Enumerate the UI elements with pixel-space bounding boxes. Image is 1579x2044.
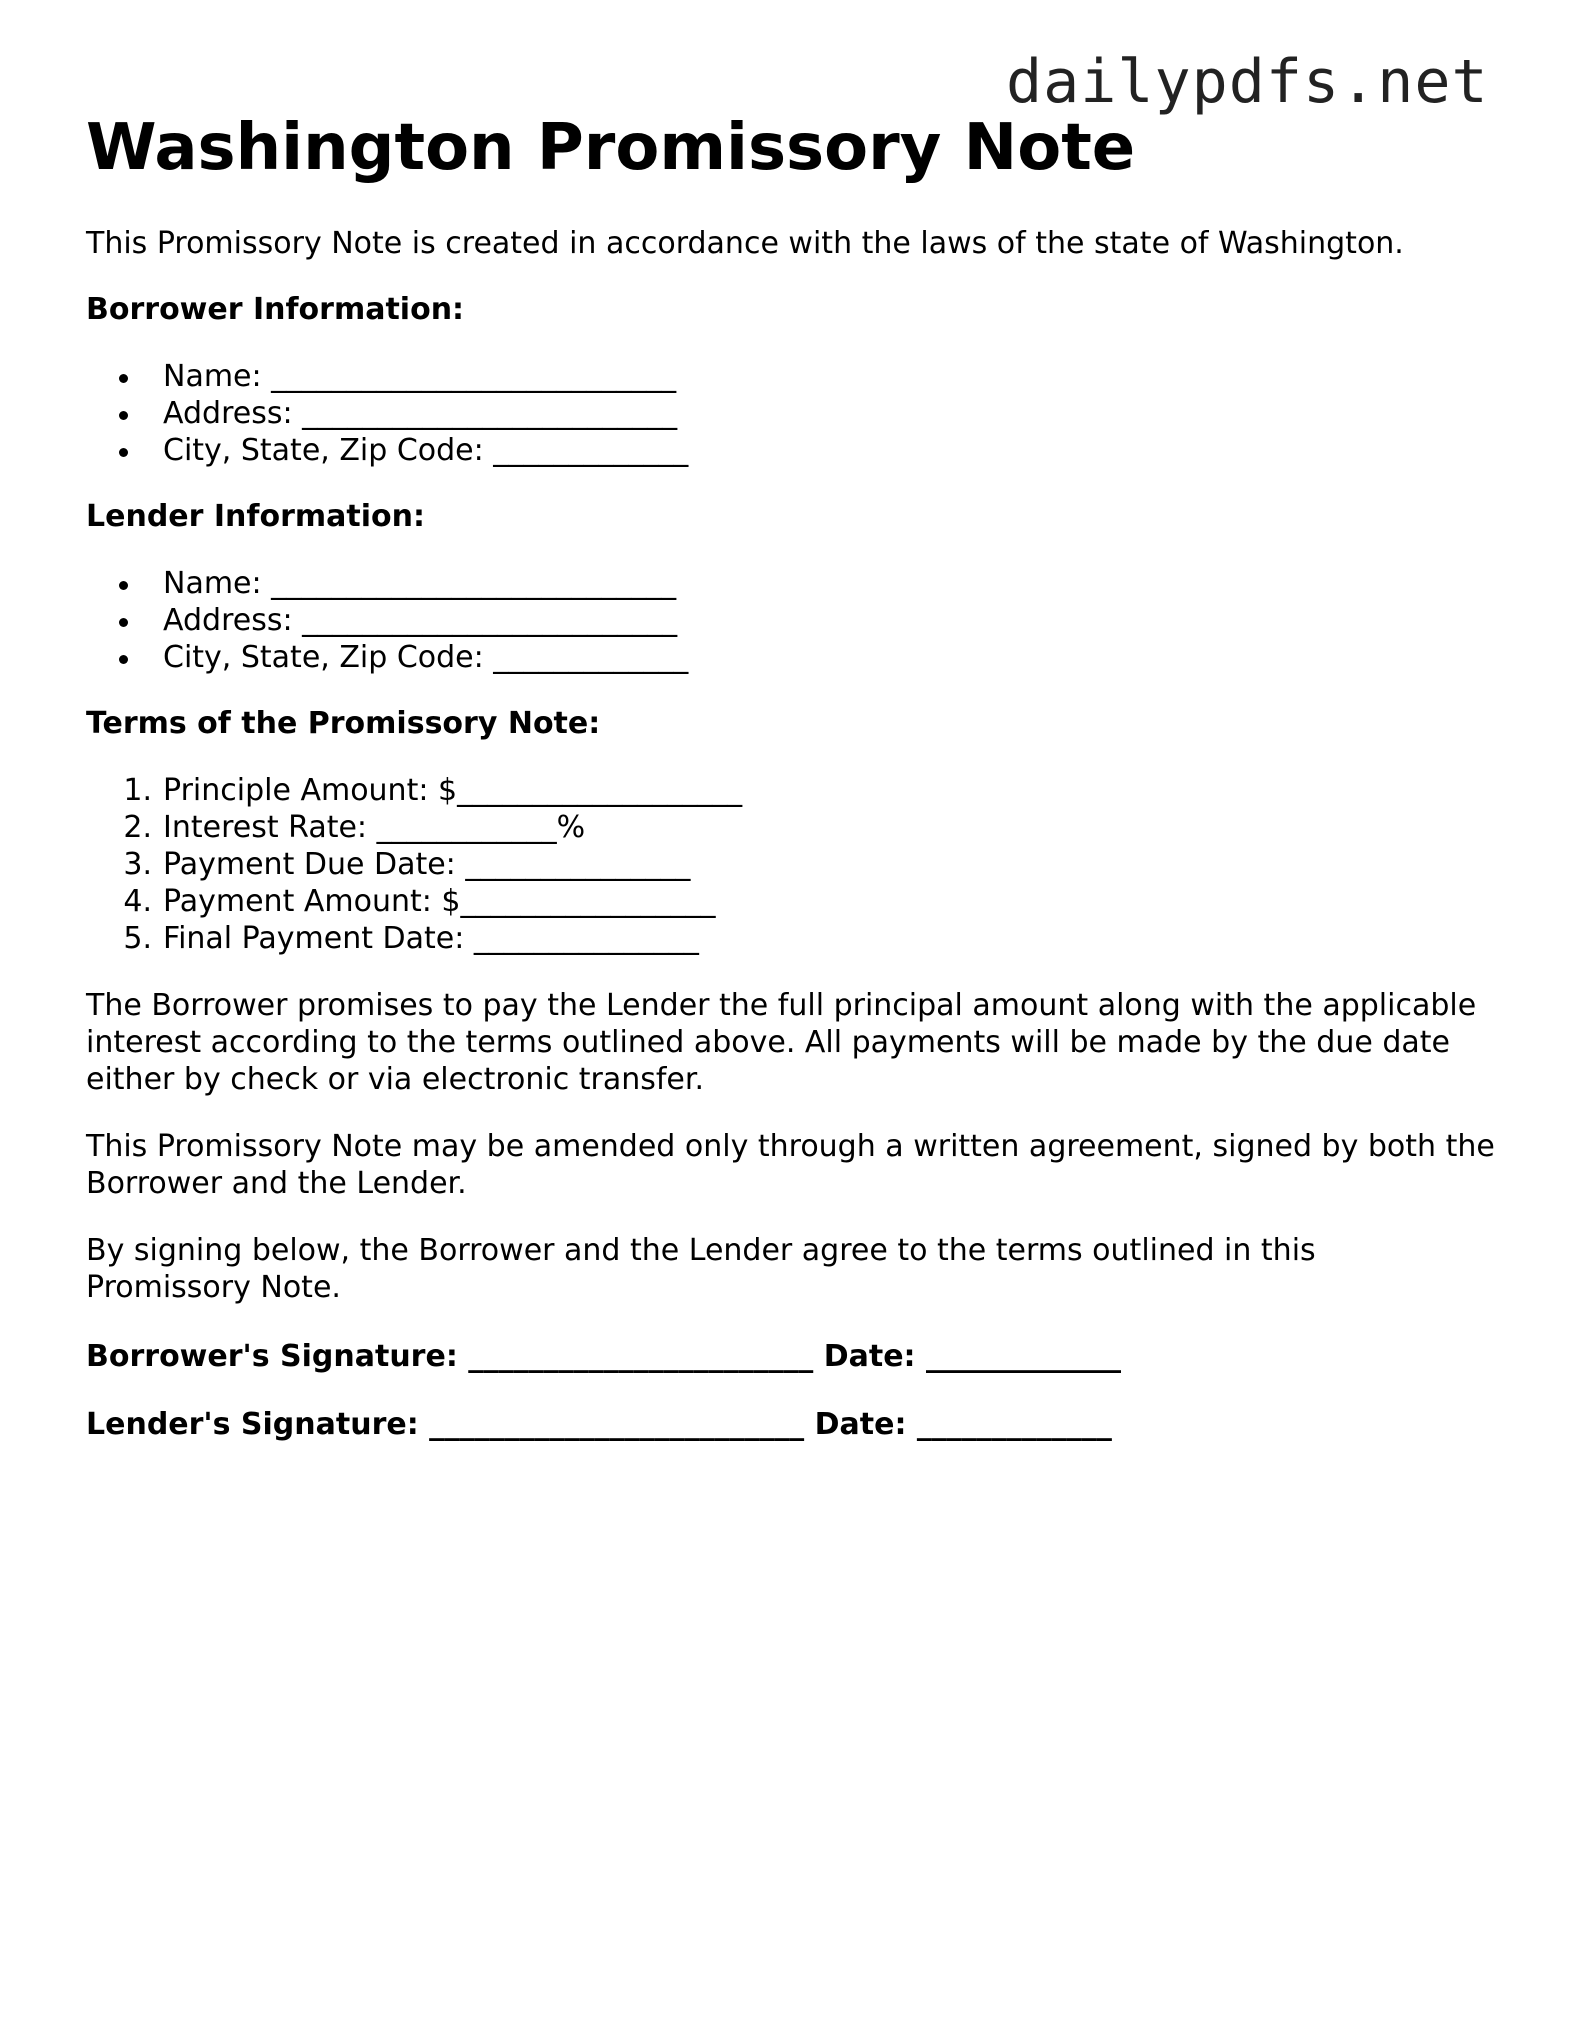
list-item: 3. Payment Due Date: _______________: [86, 846, 742, 883]
list-number: 2.: [123, 810, 152, 845]
list-item: 2. Interest Rate: ____________%: [86, 809, 742, 846]
list-number: 3.: [123, 847, 152, 882]
list-item: 5. Final Payment Date: _______________: [86, 920, 742, 957]
list-item: Address: _________________________: [163, 603, 678, 638]
list-item: Address: _________________________: [163, 396, 678, 431]
agreement-paragraph: By signing below, the Borrower and the Lender agree to the terms outlined in this Promissory Note.: [86, 1233, 1316, 1305]
page-title: Washington Promissory Note: [86, 111, 1136, 185]
amendment-paragraph: This Promissory Note may be amended only through a written agreement, signed by both the Borrower and the Lender.: [86, 1129, 1495, 1201]
payment-terms-paragraph: The Borrower promises to pay the Lender the full principal amount along with the applicable interest according to the terms outlined above. All payments will be made by the due date either by check or via electronic transfer.: [86, 988, 1477, 1097]
terms-heading: Terms of the Promissory Note:: [86, 706, 601, 741]
borrower-heading: Borrower Information:: [86, 292, 465, 327]
lender-info-list: [86, 565, 688, 676]
list-item: 1. Principle Amount: $___________________: [86, 772, 742, 809]
list-item: Name: ___________________________: [163, 359, 677, 394]
list-number: 5.: [123, 921, 152, 956]
lender-heading: Lender Information:: [86, 499, 425, 534]
list-item: 4. Payment Amount: $_________________: [86, 883, 742, 920]
lender-signature-line: Lender's Signature: _________________________ Date: _____________: [86, 1407, 1112, 1442]
list-number: 4.: [123, 884, 152, 919]
site-watermark: dailypdfs.net: [1006, 47, 1489, 117]
list-item: Name: ___________________________: [163, 566, 677, 601]
list-item: City, State, Zip Code: _____________: [163, 433, 689, 468]
list-number: 1.: [123, 773, 152, 808]
borrower-signature-line: Borrower's Signature: _______________________ Date: _____________: [86, 1339, 1121, 1374]
list-item: City, State, Zip Code: _____________: [163, 640, 689, 675]
intro-text: This Promissory Note is created in accordance with the laws of the state of Washington.: [86, 226, 1404, 261]
borrower-info-list: [86, 358, 688, 469]
terms-list: [86, 772, 742, 957]
